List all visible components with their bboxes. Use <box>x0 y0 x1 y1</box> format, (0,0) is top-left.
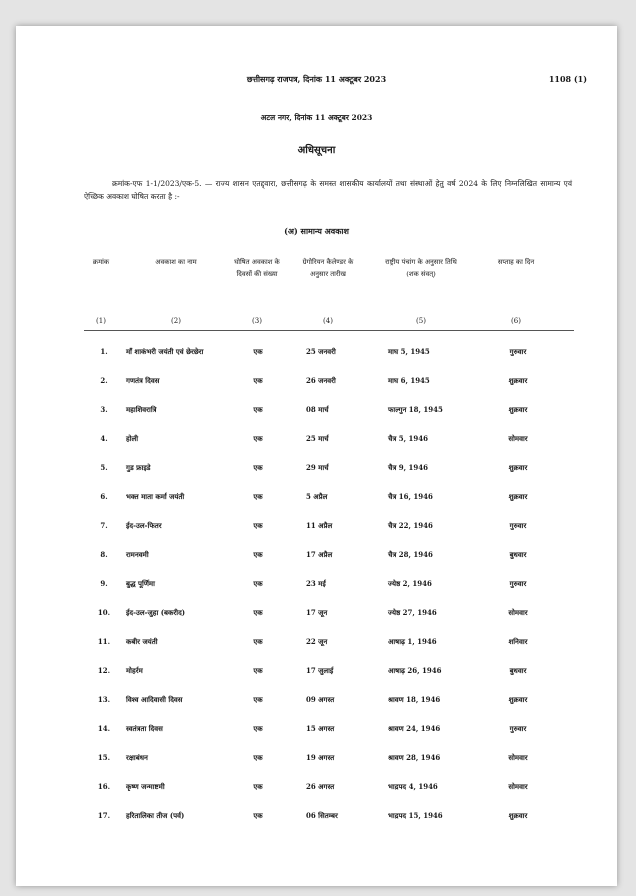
gazette-header: छत्तीसगढ़ राजपत्र, दिनांक 11 अक्टूबर 2023 <box>246 74 387 84</box>
table-row <box>16 665 617 685</box>
row-gregorian-date: 26 जनवरी <box>306 376 336 385</box>
table-row <box>16 375 617 395</box>
col-number: (1) <box>96 317 106 325</box>
row-holiday-name: मोहर्रम <box>126 666 143 675</box>
table-row <box>16 346 617 366</box>
table-row <box>16 404 617 424</box>
row-days-count: एक <box>253 376 263 385</box>
table-row <box>16 694 617 714</box>
row-serial: 6. <box>100 492 108 501</box>
row-days-count: एक <box>253 724 263 733</box>
row-weekday: शुक्रवार <box>508 695 528 704</box>
row-national-date: चैत्र 16, 1946 <box>388 492 433 501</box>
table-row <box>16 491 617 511</box>
row-serial: 16. <box>97 782 111 791</box>
row-gregorian-date: 17 जुलाई <box>306 666 334 675</box>
row-holiday-name: कृष्ण जन्माष्टमी <box>126 782 165 791</box>
row-gregorian-date: 29 मार्च <box>306 463 329 472</box>
row-weekday: गुरुवार <box>509 579 527 588</box>
row-national-date: श्रावण 18, 1946 <box>388 695 441 704</box>
row-weekday: शुक्रवार <box>508 463 528 472</box>
row-serial: 11. <box>97 637 111 646</box>
row-serial: 8. <box>100 550 108 559</box>
row-national-date: आषाढ़ 26, 1946 <box>388 666 442 675</box>
row-weekday: शुक्रवार <box>508 405 528 414</box>
row-serial: 3. <box>100 405 108 414</box>
row-serial: 4. <box>100 434 108 443</box>
row-weekday: गुरुवार <box>509 724 527 733</box>
row-days-count: एक <box>253 579 263 588</box>
row-holiday-name: भक्त माता कर्मा जयंती <box>126 492 185 501</box>
row-gregorian-date: 06 सितम्बर <box>306 811 338 820</box>
row-days-count: एक <box>253 521 263 530</box>
col-header-weekday: सप्ताह का दिन <box>497 258 535 266</box>
row-holiday-name: माँ शाकंभरी जयंती एवं छेरछेरा <box>126 347 204 356</box>
row-holiday-name: गणतंत्र दिवस <box>126 376 160 385</box>
row-weekday: सोमवार <box>508 608 528 617</box>
row-weekday: शुक्रवार <box>508 811 528 820</box>
row-serial: 9. <box>100 579 108 588</box>
row-holiday-name: विश्व आदिवासी दिवस <box>126 695 183 704</box>
row-serial: 7. <box>100 521 108 530</box>
row-national-date: चैत्र 5, 1946 <box>388 434 428 443</box>
row-national-date: चैत्र 22, 1946 <box>388 521 433 530</box>
row-holiday-name: स्वतंत्रता दिवस <box>126 724 163 733</box>
row-serial: 10. <box>97 608 111 617</box>
table-row <box>16 549 617 569</box>
row-holiday-name: रामनवमी <box>126 550 149 559</box>
row-serial: 17. <box>97 811 111 820</box>
row-days-count: एक <box>253 492 263 501</box>
row-serial: 14. <box>97 724 111 733</box>
notice-title: अधिसूचना <box>297 145 336 156</box>
table-header-divider <box>84 330 574 331</box>
row-weekday: बुधवार <box>509 550 527 559</box>
col-number: (6) <box>511 317 521 325</box>
col-number: (2) <box>171 317 181 325</box>
row-days-count: एक <box>253 463 263 472</box>
row-days-count: एक <box>253 695 263 704</box>
place-date-line: अटल नगर, दिनांक 11 अक्टूबर 2023 <box>260 113 373 122</box>
row-national-date: चैत्र 9, 1946 <box>388 463 428 472</box>
row-national-date: माघ 5, 1945 <box>388 347 430 356</box>
row-days-count: एक <box>253 782 263 791</box>
row-holiday-name: बुद्ध पूर्णिमा <box>126 579 155 588</box>
row-weekday: शुक्रवार <box>508 376 528 385</box>
row-gregorian-date: 17 जून <box>306 608 328 617</box>
table-row <box>16 607 617 627</box>
col-header-serial: क्रमांक <box>92 258 110 266</box>
row-gregorian-date: 25 जनवरी <box>306 347 336 356</box>
row-national-date: श्रावण 24, 1946 <box>388 724 441 733</box>
table-row <box>16 433 617 453</box>
row-gregorian-date: 19 अगस्त <box>306 753 335 762</box>
row-serial: 15. <box>97 753 111 762</box>
row-days-count: एक <box>253 347 263 356</box>
row-holiday-name: कबीर जयंती <box>126 637 158 646</box>
row-national-date: चैत्र 28, 1946 <box>388 550 433 559</box>
row-holiday-name: गुड फ्राइडे <box>126 463 151 472</box>
row-weekday: गुरुवार <box>509 521 527 530</box>
col-header-gregorian-date: ग्रेगोरियन कैलेण्डर के अनुसार तारीख <box>302 258 354 278</box>
row-holiday-name: ईद-उल-फितर <box>126 521 162 530</box>
table-row <box>16 723 617 743</box>
row-serial: 13. <box>97 695 111 704</box>
row-gregorian-date: 23 मई <box>306 579 326 588</box>
row-gregorian-date: 15 अगस्त <box>306 724 335 733</box>
table-row <box>16 636 617 656</box>
col-number: (5) <box>416 317 426 325</box>
table-row <box>16 752 617 772</box>
table-row <box>16 462 617 482</box>
table-row <box>16 578 617 598</box>
row-days-count: एक <box>253 434 263 443</box>
row-weekday: सोमवार <box>508 782 528 791</box>
table-row <box>16 520 617 540</box>
row-holiday-name: रक्षाबंधन <box>126 753 148 762</box>
row-national-date: माघ 6, 1945 <box>388 376 430 385</box>
row-holiday-name: होली <box>126 434 139 443</box>
col-header-holiday-name: अवकाश का नाम <box>155 258 197 266</box>
row-weekday: शुक्रवार <box>508 492 528 501</box>
row-gregorian-date: 5 अप्रैल <box>306 492 328 501</box>
row-national-date: भाद्रपद 4, 1946 <box>388 782 438 791</box>
row-days-count: एक <box>253 637 263 646</box>
row-national-date: ज्येष्ठ 27, 1946 <box>388 608 437 617</box>
row-serial: 2. <box>100 376 108 385</box>
row-days-count: एक <box>253 405 263 414</box>
row-national-date: फाल्गुन 18, 1945 <box>388 405 443 414</box>
row-gregorian-date: 09 अगस्त <box>306 695 335 704</box>
row-serial: 5. <box>100 463 108 472</box>
gazette-page <box>16 26 617 886</box>
table-row <box>16 781 617 801</box>
row-gregorian-date: 11 अप्रैल <box>306 521 333 530</box>
row-weekday: गुरुवार <box>509 347 527 356</box>
row-national-date: भाद्रपद 15, 1946 <box>388 811 443 820</box>
row-days-count: एक <box>253 608 263 617</box>
section-title: (अ) सामान्य अवकाश <box>284 226 349 236</box>
row-days-count: एक <box>253 811 263 820</box>
row-weekday: सोमवार <box>508 434 528 443</box>
col-number: (3) <box>252 317 262 325</box>
row-gregorian-date: 25 मार्च <box>306 434 329 443</box>
row-national-date: आषाढ़ 1, 1946 <box>388 637 437 646</box>
row-weekday: बुधवार <box>509 666 527 675</box>
col-header-days-count: घोषित अवकाश के दिवसों की संख्या <box>234 258 280 278</box>
row-serial: 1. <box>100 347 108 356</box>
row-serial: 12. <box>97 666 111 675</box>
col-number: (4) <box>323 317 333 325</box>
row-days-count: एक <box>253 753 263 762</box>
row-holiday-name: ईद-उल-जुहा (बकरीद) <box>126 608 186 617</box>
row-holiday-name: महाशिवरात्रि <box>126 405 157 414</box>
row-days-count: एक <box>253 550 263 559</box>
col-header-national-calendar-date: राष्ट्रीय पंचांग के अनुसार तिथि (शक संवत्) <box>385 258 457 278</box>
table-row <box>16 810 617 830</box>
row-gregorian-date: 26 अगस्त <box>306 782 335 791</box>
row-days-count: एक <box>253 666 263 675</box>
row-gregorian-date: 08 मार्च <box>306 405 329 414</box>
notice-intro-paragraph: क्रमांक-एफ 1-1/2023/एक-5. — राज्य शासन एतद्द्वारा, छत्तीसगढ़ के समस्त शासकीय कार्यालयों तथा संस्थाओं हेतु वर्ष 2024 के लिए निम्नलिखित सामान्य एवं ऐच्छिक अवकाश घोषित करता है :- <box>84 179 572 201</box>
row-national-date: श्रावण 28, 1946 <box>388 753 441 762</box>
page-number: 1108 (1) <box>548 74 587 84</box>
row-gregorian-date: 22 जून <box>306 637 328 646</box>
row-national-date: ज्येष्ठ 2, 1946 <box>388 579 432 588</box>
row-weekday: शनिवार <box>508 637 528 646</box>
row-weekday: सोमवार <box>508 753 528 762</box>
row-gregorian-date: 17 अप्रैल <box>306 550 333 559</box>
row-holiday-name: हरितालिका तीज (पर्व) <box>126 811 185 820</box>
